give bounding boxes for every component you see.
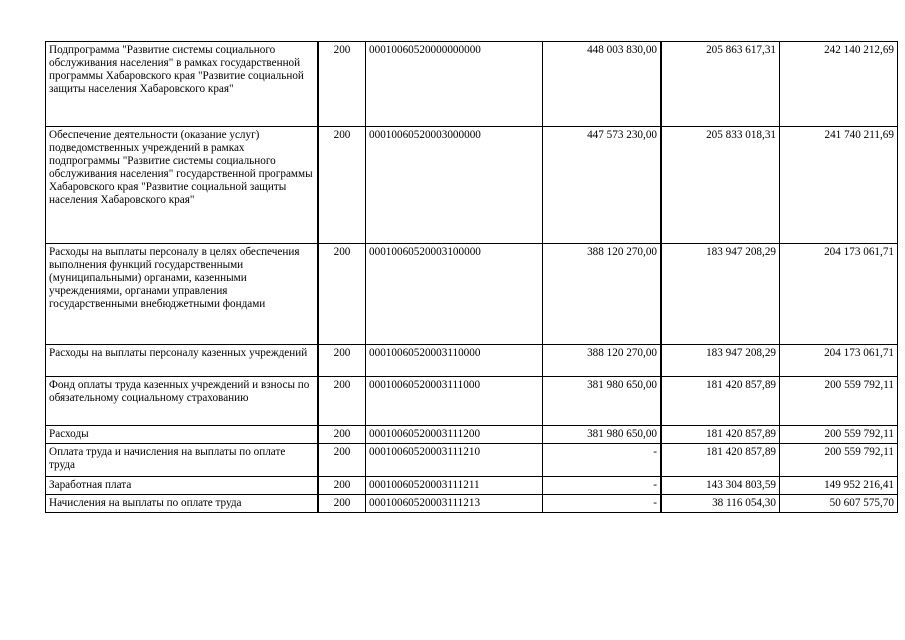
unexecuted-amount-cell: 204 173 061,71 [780, 244, 898, 345]
unexecuted-amount-cell: 200 559 792,11 [780, 377, 898, 426]
row-name-cell: Начисления на выплаты по оплате труда [46, 494, 319, 512]
approved-amount-cell: - [543, 476, 662, 494]
executed-amount-cell: 183 947 208,29 [661, 244, 780, 345]
executed-amount-cell: 181 420 857,89 [661, 377, 780, 426]
line-code-cell: 200 [318, 345, 366, 377]
executed-amount-cell: 181 420 857,89 [661, 443, 780, 476]
line-code-cell: 200 [318, 244, 366, 345]
approved-amount-cell: - [543, 494, 662, 512]
approved-amount-cell: 388 120 270,00 [543, 345, 662, 377]
row-name-cell: Расходы на выплаты персоналу в целях обеспечения выполнения функций государственными (муниципальными) органами, казенными учреждениями, органами управления государственными внебюджетными фондами [46, 244, 319, 345]
budget-code-cell: 00010060520003100000 [366, 244, 543, 345]
executed-amount-cell: 205 833 018,31 [661, 127, 780, 244]
row-name-cell: Заработная плата [46, 476, 319, 494]
table-row [46, 443, 898, 476]
unexecuted-amount-cell: 241 740 211,69 [780, 127, 898, 244]
budget-code-cell: 00010060520003111210 [366, 443, 543, 476]
unexecuted-amount-cell: 242 140 212,69 [780, 42, 898, 127]
table-row [46, 494, 898, 512]
executed-amount-cell: 38 116 054,30 [661, 494, 780, 512]
table-row [46, 426, 898, 444]
table-row [46, 476, 898, 494]
approved-amount-cell: 381 980 650,00 [543, 377, 662, 426]
approved-amount-cell: 447 573 230,00 [543, 127, 662, 244]
table-body [46, 42, 898, 513]
unexecuted-amount-cell: 200 559 792,11 [780, 426, 898, 444]
executed-amount-cell: 205 863 617,31 [661, 42, 780, 127]
table-row [46, 377, 898, 426]
budget-code-cell: 00010060520003111213 [366, 494, 543, 512]
budget-code-cell: 00010060520003111000 [366, 377, 543, 426]
budget-code-cell: 00010060520003111200 [366, 426, 543, 444]
row-name-cell: Расходы [46, 426, 319, 444]
row-name-cell: Подпрограмма "Развитие системы социального обслуживания населения" в рамках государственной программы Хабаровского края "Развитие социальной защиты населения Хабаровского края" [46, 42, 319, 127]
line-code-cell: 200 [318, 494, 366, 512]
line-code-cell: 200 [318, 443, 366, 476]
line-code-cell: 200 [318, 127, 366, 244]
row-name-cell: Расходы на выплаты персоналу казенных учреждений [46, 345, 319, 377]
row-name-cell: Фонд оплаты труда казенных учреждений и взносы по обязательному социальному страхованию [46, 377, 319, 426]
row-name-cell: Обеспечение деятельности (оказание услуг) подведомственных учреждений в рамках подпрограммы "Развитие системы социального обслуживания населения" государственной программы Хабаровского края "Развитие социальной защиты населения Хабаровского края" [46, 127, 319, 244]
line-code-cell: 200 [318, 42, 366, 127]
row-name-cell: Оплата труда и начисления на выплаты по оплате труда [46, 443, 319, 476]
unexecuted-amount-cell: 200 559 792,11 [780, 443, 898, 476]
table-row [46, 345, 898, 377]
line-code-cell: 200 [318, 476, 366, 494]
budget-code-cell: 00010060520003111211 [366, 476, 543, 494]
executed-amount-cell: 143 304 803,59 [661, 476, 780, 494]
budget-code-cell: 00010060520003000000 [366, 127, 543, 244]
table-row [46, 127, 898, 244]
approved-amount-cell: 448 003 830,00 [543, 42, 662, 127]
unexecuted-amount-cell: 149 952 216,41 [780, 476, 898, 494]
unexecuted-amount-cell: 204 173 061,71 [780, 345, 898, 377]
approved-amount-cell: 388 120 270,00 [543, 244, 662, 345]
approved-amount-cell: - [543, 443, 662, 476]
budget-code-cell: 00010060520000000000 [366, 42, 543, 127]
table-row [46, 42, 898, 127]
line-code-cell: 200 [318, 426, 366, 444]
executed-amount-cell: 181 420 857,89 [661, 426, 780, 444]
budget-execution-table [45, 41, 898, 513]
line-code-cell: 200 [318, 377, 366, 426]
budget-code-cell: 00010060520003110000 [366, 345, 543, 377]
approved-amount-cell: 381 980 650,00 [543, 426, 662, 444]
unexecuted-amount-cell: 50 607 575,70 [780, 494, 898, 512]
table-row [46, 244, 898, 345]
executed-amount-cell: 183 947 208,29 [661, 345, 780, 377]
